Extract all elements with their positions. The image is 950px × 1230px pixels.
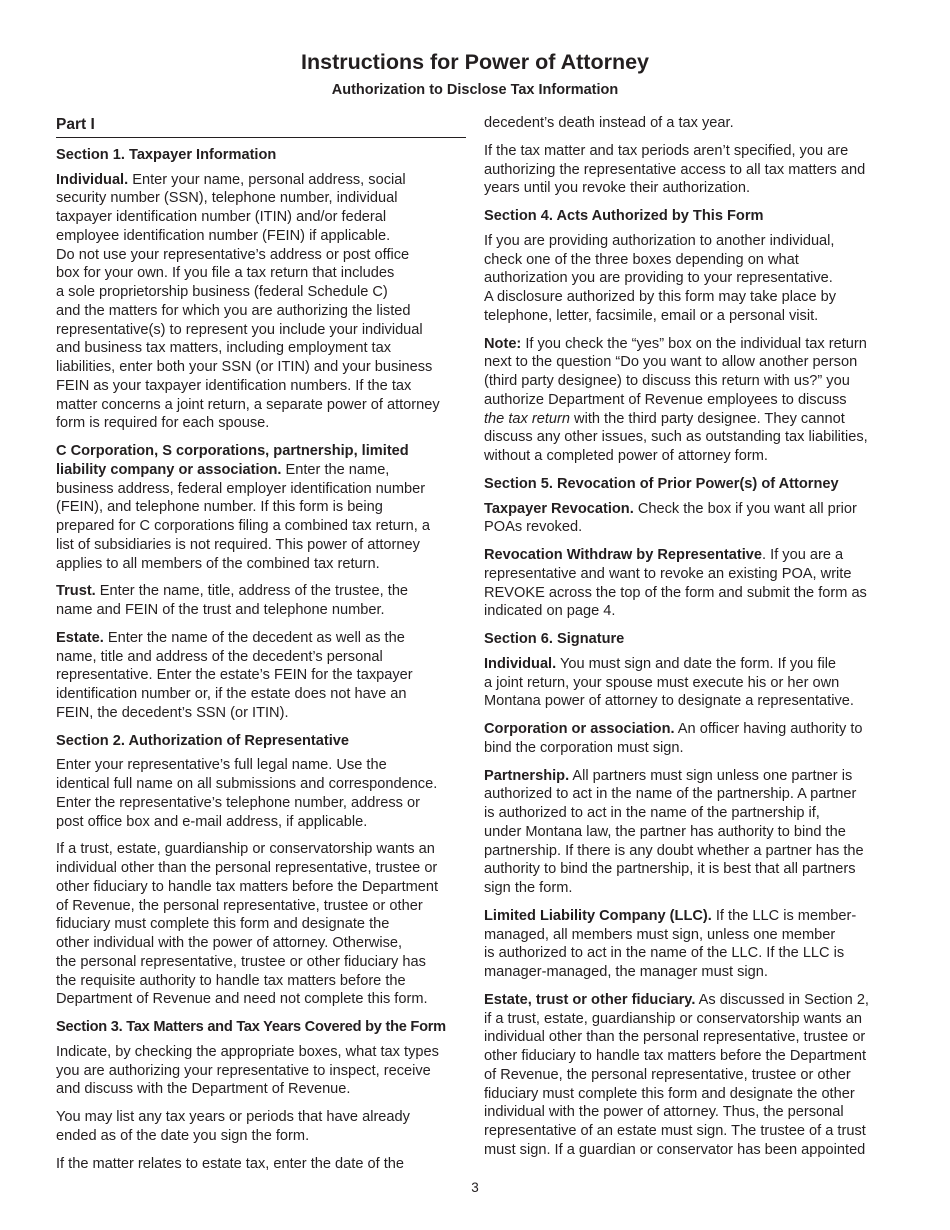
italic-text: the tax return: [484, 410, 570, 427]
section-6-heading: Section 6. Signature: [484, 631, 625, 647]
paragraph-text: If the LLC is member- managed, all members must sign, unless one member is authorized to act in the name of the LLC. If the LLC is manager-managed, the manager must sign.: [484, 907, 857, 980]
taxpayer-revocation-paragraph: [484, 500, 896, 538]
paragraph-text: Enter the name, title, address of the trustee, the name and FEIN of the trust and telephone number.: [56, 583, 409, 618]
paragraph: Enter your representative’s full legal name. Use the identical full name on all submissions and correspondence. Enter the representative’s telephone number, address or post office box and e-mail address, if applicable.: [56, 757, 438, 830]
paragraph-text: As discussed in Section 2, if a trust, estate, guardianship or conservatorship wants an individual other than the personal representative, trustee or other fiduciary to handle tax matters before the Department of Revenue, the personal representative, trustee or other fiduciary must complete this form and designate the other individual with the power of attorney. Thus, the personal representative of an estate must sign. The trustee of a trust must sign. If a guardian or conservator has been appointed: [484, 991, 869, 1158]
llc-signature-paragraph: [484, 907, 896, 982]
paragraph-label: Estate.: [56, 629, 104, 646]
page-title: Instructions for Power of Attorney: [301, 50, 649, 74]
paragraph-label: Limited Liability Company (LLC).: [484, 907, 712, 924]
paragraph-text: If you check the “yes” box on the individual tax return next to the question “Do you want to allow another person (third party designee) to discuss this return with us?” you authorize Department of Revenue employees to discuss: [484, 335, 867, 408]
paragraph: You may list any tax years or periods that have already ended as of the date you sign the form.: [56, 1109, 410, 1144]
paragraph-label: Corporation or association.: [484, 721, 675, 737]
paragraph-label: Trust.: [56, 583, 96, 600]
partnership-signature-paragraph: [484, 767, 896, 898]
paragraph: If the tax matter and tax periods aren’t specified, you are authorizing the representative access to all tax matters and years until you revoke their authorization.: [484, 142, 866, 197]
section-3-heading: Section 3. Tax Matters and Tax Years Covered by the Form: [56, 1019, 446, 1035]
paragraph: If the matter relates to estate tax, enter the date of the: [56, 1155, 405, 1172]
representative-revocation-paragraph: [484, 546, 896, 621]
individual-signature-paragraph: [484, 655, 896, 711]
paragraph-label: Estate, trust or other fiduciary.: [484, 991, 696, 1008]
paragraph-label: C Corporation, S corporations, partnership, limited: [56, 443, 409, 459]
paragraph-text: An officer having authority to bind the corporation must sign.: [484, 721, 863, 756]
corporation-signature-paragraph: [484, 720, 896, 758]
paragraph-label: liability company or association.: [56, 461, 282, 478]
paragraph-label: Revocation Withdraw by Representative: [484, 547, 763, 563]
paragraph-text: Enter your name, personal address, social security number (SSN), telephone number, individual taxpayer identification number (ITIN) and/or federal employee identification number (FEIN) if applicable. Do not use your representative’s address or post office box for your own. If you file a tax return that includes a sole proprietorship business (federal Schedule C) and the matters for which you are authorizing the listed representative(s) to represent you include your individual and business tax matters, including employment tax liabilities, enter both your SSN (or ITIN) and your business FEIN as your taxpayer identification numbers. If the tax matter concerns a joint return, a separate power of attorney form is required for each spouse.: [56, 171, 440, 432]
part-heading: Part I: [56, 116, 466, 138]
paragraph-text: Check the box if you want all prior POAs revoked.: [484, 500, 857, 536]
estate-paragraph: [56, 629, 468, 723]
individual-paragraph: [56, 171, 468, 434]
paragraph: Indicate, by checking the appropriate boxes, what tax types you are authorizing your representative to inspect, receive and discuss with the Department of Revenue.: [56, 1043, 439, 1098]
paragraph-label: Note:: [484, 335, 522, 352]
section-2-heading: Section 2. Authorization of Representative: [56, 732, 350, 749]
trust-paragraph: [56, 582, 468, 620]
note-paragraph: [484, 335, 896, 466]
corporation-paragraph: [56, 442, 468, 573]
paragraph-text: All partners must sign unless one partner is authorized to act in the name of the partnership. A partner is authorized to act in the name of the partnership if, under Montana law, the partner has authority to bind the partnership. If there is any doubt whether a partner has the authority to bind the partnership, it is best that all partners sign the form.: [484, 767, 864, 896]
paragraph-label: Taxpayer Revocation.: [484, 500, 634, 517]
section-1-heading: Section 1. Taxpayer Information: [56, 146, 277, 163]
paragraph-text: Enter the name of the decedent as well as the name, title and address of the decedent’s personal representative. Enter the estate’s FEIN for the taxpayer identification number or, if the estate does not have an FEIN, the decedent’s SSN (or ITIN).: [56, 629, 413, 721]
fiduciary-signature-paragraph: [484, 991, 896, 1160]
section-5-heading: Section 5. Revocation of Prior Power(s) of Attorney: [484, 475, 839, 492]
right-column: [484, 114, 896, 1169]
paragraph: If a trust, estate, guardianship or conservatorship wants an individual other than the personal representative, trustee or other fiduciary to handle tax matters before the Department of Revenue, the personal representative, trustee or other fiduciary must complete this form and designate the other individual with the power of attorney. Otherwise, the personal representative, trustee or other fiduciary has the requisite authority to handle tax matters before the Department of Revenue and need not complete this form.: [56, 841, 439, 1008]
paragraph: decedent’s death instead of a tax year.: [484, 115, 734, 131]
page-number: 3: [471, 1180, 479, 1195]
paragraph-label: Partnership.: [484, 767, 570, 784]
section-4-heading: Section 4. Acts Authorized by This Form: [484, 208, 764, 224]
paragraph-text: . If you are a representative and want to revoke an existing POA, write REVOKE across the top of the form and submit the form as indicated on page 4.: [484, 547, 867, 620]
left-column: [56, 114, 468, 1182]
paragraph-label: Individual.: [56, 171, 129, 188]
paragraph: If you are providing authorization to another individual, check one of the three boxes depending on what authorization you are providing to your representative. A disclosure authorized by this form may take place by telephone, letter, facsimile, email or a personal visit.: [484, 232, 837, 324]
page-subtitle: Authorization to Disclose Tax Information: [331, 82, 619, 98]
paragraph-text: Enter the name, business address, federal employer identification number (FEIN), and telephone number. If this form is being prepared for C corporations filing a combined tax return, a list of subsidiaries is not required. This power of attorney applies to all members of the combined tax return.: [56, 461, 430, 572]
paragraph-text: with the third party designee. They cannot discuss any other issues, such as outstanding tax liabilities, without a completed power of attorney form.: [484, 410, 868, 464]
paragraph-label: Individual.: [484, 655, 557, 672]
paragraph-text: You must sign and date the form. If you file a joint return, your spouse must execute his or her own Montana power of attorney to designate a representative.: [484, 655, 854, 710]
